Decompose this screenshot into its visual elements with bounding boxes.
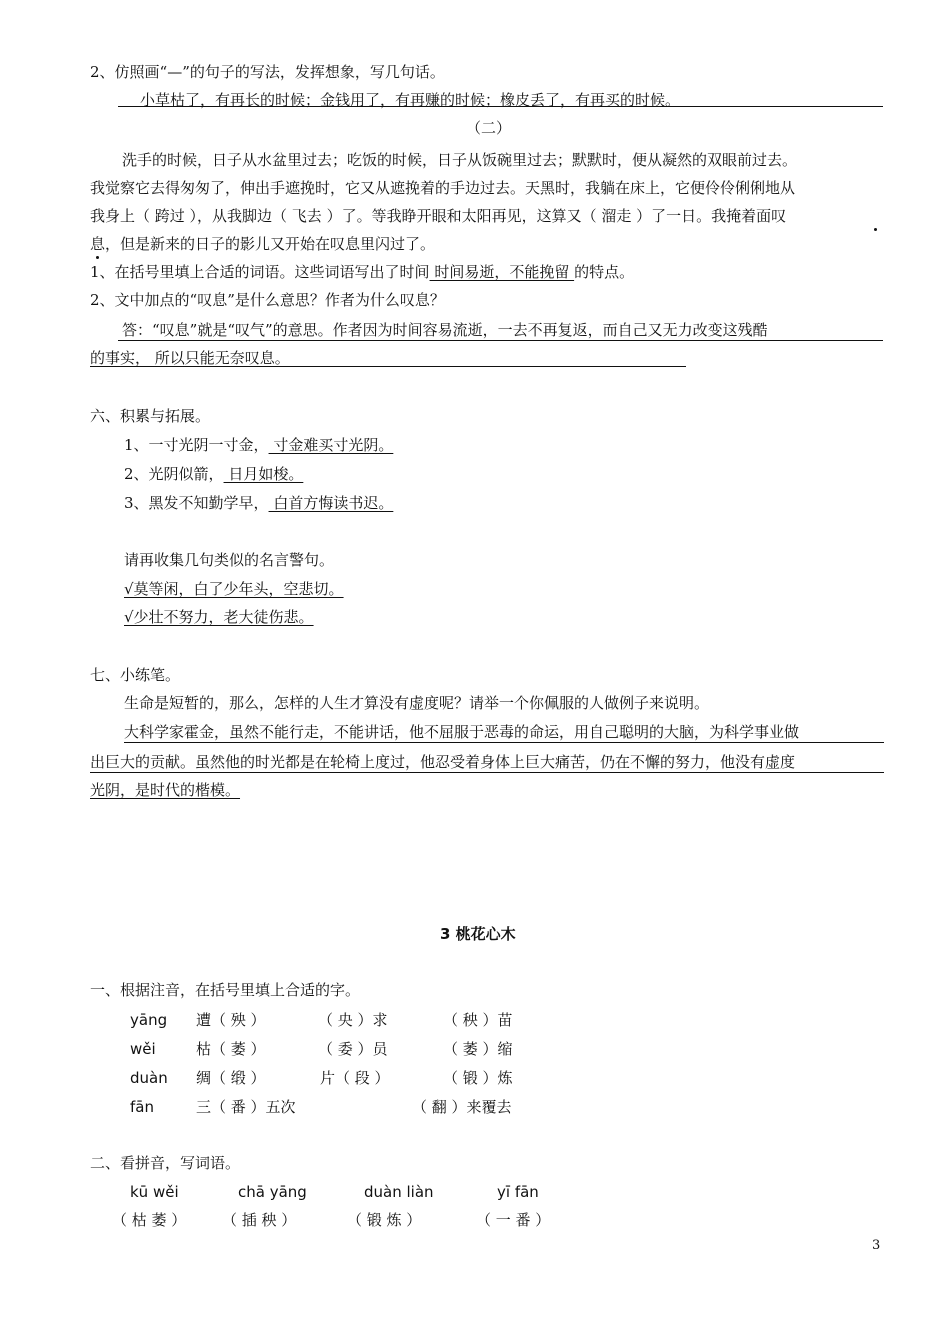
proverb-item — [124, 435, 393, 455]
part-two-heading: （二） — [466, 119, 512, 137]
section-six-heading: 六、积累与拓展。 — [90, 407, 211, 425]
passage-line: 我身上（ 跨过 ），从我脚边（ 飞去 ）了。等我睁开眼和太阳再见，这算又（ 溜走 ）了一日。我掩着面叹 — [90, 207, 787, 225]
fill-cell: 枯（ 萎 ） — [196, 1040, 266, 1058]
word-answer: （ 枯 萎 ） — [112, 1211, 187, 1229]
pinyin: yāng — [130, 1011, 168, 1029]
section-seven-heading: 七、小练笔。 — [90, 666, 181, 684]
emphasis-dot — [96, 256, 99, 259]
fill-cell: （ 锻 ）炼 — [443, 1069, 513, 1087]
word-pinyin: yī fān — [497, 1183, 539, 1201]
part-one-heading: 一、根据注音，在括号里填上合适的字。 — [90, 981, 361, 999]
writing-prompt: 生命是短暂的，那么，怎样的人生才算没有虚度呢？请举一个你佩服的人做例子来说明。 — [124, 694, 710, 712]
fill-cell: （ 萎 ）缩 — [443, 1040, 513, 1058]
fill-cell: 片（ 段 ） — [320, 1069, 390, 1087]
answer-underline — [90, 366, 686, 367]
writing-answer-line: 大科学家霍金，虽然不能行走，不能讲话，他不屈服于恶毒的命运，用自己聪明的大脑，为科学事业做 — [124, 723, 800, 741]
page-number: 3 — [872, 1238, 881, 1253]
word-answer: （ 插 秧 ） — [222, 1211, 297, 1229]
emphasis-dot — [874, 228, 877, 231]
passage-line: 洗手的时候，日子从水盆里过去；吃饭的时候，日子从饭碗里过去；默默时，便从凝然的双眼前过去。 — [122, 151, 798, 169]
question-1-prefix: 1、在括号里填上合适的词语。这些词语写出了时间 — [90, 263, 430, 281]
word-pinyin: duàn liàn — [364, 1183, 434, 1201]
proverb-prompt: 1、一寸光阴一寸金， — [124, 436, 269, 454]
word-pinyin: chā yāng — [238, 1183, 307, 1201]
fill-cell: （ 翻 ）来覆去 — [412, 1098, 512, 1116]
pinyin: wěi — [130, 1040, 156, 1058]
passage-line: 我觉察它去得匆匆了，伸出手遮挽时，它又从遮挽着的手边过去。天黑时，我躺在床上，它便伶伶俐俐地从 — [90, 179, 796, 197]
pinyin: fān — [130, 1098, 154, 1116]
proverb-prompt: 3、黑发不知勤学早， — [124, 494, 269, 512]
question-1-answer: 时间易逝，不能挽留 — [429, 263, 575, 281]
word-answer: （ 一 番 ） — [476, 1211, 551, 1229]
proverb-item — [124, 493, 393, 513]
answer-underline — [118, 106, 883, 107]
answer-line: 的事实， 所以只能无奈叹息。 — [90, 349, 290, 367]
question-1-suffix: 的特点。 — [574, 263, 635, 281]
collected-quote: √少壮不努力，老大徒伤悲。 — [124, 608, 314, 626]
question-1 — [90, 262, 634, 282]
pinyin: duàn — [130, 1069, 168, 1087]
proverb-item — [124, 464, 303, 484]
word-answer: （ 锻 炼 ） — [347, 1211, 422, 1229]
answer-underline — [118, 340, 883, 341]
passage-line: 息，但是新来的日子的影儿又开始在叹息里闪过了。 — [90, 235, 436, 253]
proverb-answer: 日月如梭。 — [223, 465, 304, 483]
question-2: 2、仿照画“—”的句子的写法，发挥想象，写几句话。 — [90, 63, 445, 81]
proverb-answer: 寸金难买寸光阴。 — [268, 436, 394, 454]
proverb-answer: 白首方悔读书迟。 — [268, 494, 394, 512]
collected-quote: √莫等闲，白了少年头，空悲切。 — [124, 580, 344, 598]
writing-answer-line: 出巨大的贡献。虽然他的时光都是在轮椅上度过，他忍受着身体上巨大痛苦，仍在不懈的努力，他没有虚度 — [90, 753, 796, 771]
proverb-prompt: 2、光阴似箭， — [124, 465, 224, 483]
question-2b: 2、文中加点的“叹息”是什么意思？作者为什么叹息？ — [90, 291, 445, 309]
fill-cell: （ 委 ）员 — [318, 1040, 388, 1058]
collect-prompt: 请再收集几句类似的名言警句。 — [124, 551, 335, 569]
lesson-title: 3 桃花心木 — [440, 925, 516, 943]
answer-underline — [124, 742, 884, 743]
answer-line: 答：“叹息”就是“叹气”的意思。作者因为时间容易流逝，一去不再复返，而自己又无力改变这残酷 — [122, 321, 768, 339]
fill-cell: 绸（ 缎 ） — [196, 1069, 266, 1087]
fill-cell: 遭（ 殃 ） — [196, 1011, 266, 1029]
answer-underline — [90, 772, 884, 773]
question-2-answer: 小草枯了，有再长的时候；金钱用了，有再赚的时候；橡皮丢了，有再买的时候。 — [140, 91, 681, 109]
writing-answer-line: 光阴，是时代的楷模。 — [90, 781, 241, 799]
fill-cell: （ 秧 ）苗 — [443, 1011, 513, 1029]
word-pinyin: kū wěi — [130, 1183, 179, 1201]
fill-cell: （ 央 ）求 — [318, 1011, 388, 1029]
part-two-heading-lesson: 二、看拼音，写词语。 — [90, 1154, 241, 1172]
fill-cell: 三（ 番 ）五次 — [196, 1098, 296, 1116]
